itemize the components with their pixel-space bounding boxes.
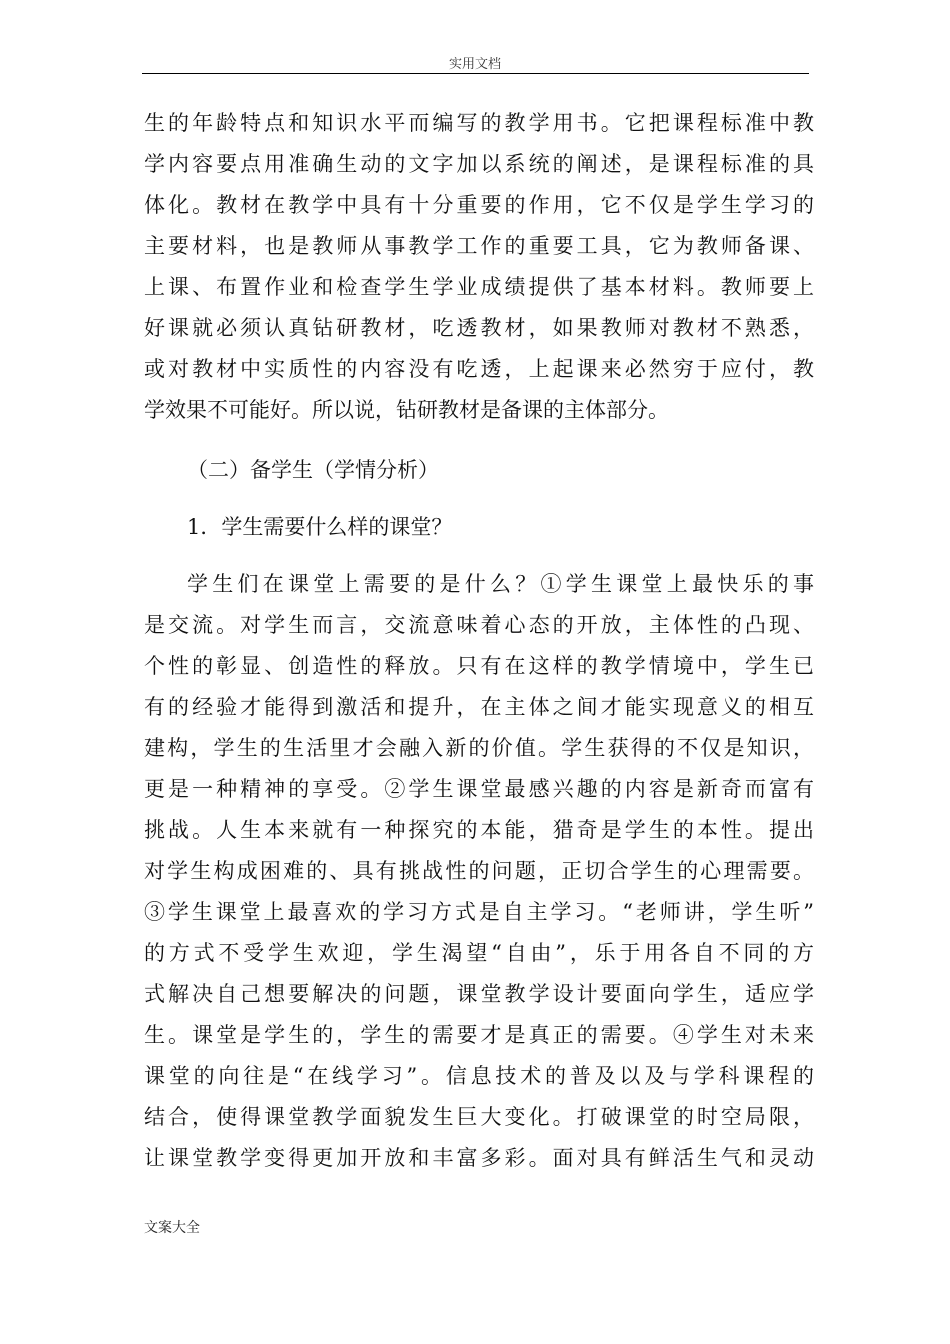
- paragraph-line: 是交流。对学生而言，交流意味着心态的开放，主体性的凸现、: [144, 613, 814, 637]
- paragraph-line: 主要材料，也是教师从事教学工作的重要工具，它为教师备课、: [144, 234, 814, 258]
- paragraph-line: 有的经验才能得到激活和提升，在主体之间才能实现意义的相互: [144, 695, 814, 719]
- paragraph-line: 学效果不可能好。所以说，钻研教材是备课的主体部分。: [144, 398, 669, 422]
- paragraph-line: 更是一种精神的享受。②学生课堂最感兴趣的内容是新奇而富有: [144, 777, 814, 801]
- paragraph-line: 式解决自己想要解决的问题，课堂教学设计要面向学生，适应学: [144, 982, 814, 1006]
- paragraph-line: 生。课堂是学生的，学生的需要才是真正的需要。④学生对未来: [144, 1023, 814, 1047]
- subsection-heading: 1．学生需要什么样的课堂？: [187, 515, 453, 539]
- paragraph-line: 挑战。人生本来就有一种探究的本能，猎奇是学生的本性。提出: [144, 818, 814, 842]
- paragraph-line: ③学生课堂上最喜欢的学习方式是自主学习。“老师讲，学生听”: [144, 900, 814, 924]
- paragraph-line: 课堂的向往是“在线学习”。信息技术的普及以及与学科课程的: [144, 1064, 814, 1088]
- paragraph-line: 生的年龄特点和知识水平而编写的教学用书。它把课程标准中教: [144, 111, 814, 135]
- paragraph-line: 的方式不受学生欢迎，学生渴望“自由”，乐于用各自不同的方: [144, 941, 814, 965]
- header-rule: [142, 73, 809, 74]
- paragraph-line: 个性的彰显、创造性的释放。只有在这样的教学情境中，学生已: [144, 654, 814, 678]
- paragraph-line: 体化。教材在教学中具有十分重要的作用，它不仅是学生学习的: [144, 193, 814, 217]
- paragraph-line: 让课堂教学变得更加开放和丰富多彩。面对具有鲜活生气和灵动: [144, 1146, 814, 1170]
- paragraph-line: 结合，使得课堂教学面貌发生巨大变化。打破课堂的时空局限，: [144, 1105, 814, 1129]
- footer-label: 文案大全: [144, 1220, 200, 1236]
- paragraph-line: 学生们在课堂上需要的是什么？①学生课堂上最快乐的事: [187, 572, 814, 596]
- paragraph-line: 好课就必须认真钻研教材，吃透教材，如果教师对教材不熟悉，: [144, 316, 814, 340]
- section-heading: （二）备学生（学情分析）: [187, 458, 439, 482]
- header-title: 实用文档: [448, 57, 501, 72]
- paragraph-line: 或对教材中实质性的内容没有吃透，上起课来必然穷于应付，教: [144, 357, 814, 381]
- paragraph-line: 上课、布置作业和检查学生学业成绩提供了基本材料。教师要上: [144, 275, 814, 299]
- paragraph-line: 对学生构成困难的、具有挑战性的问题，正切合学生的心理需要。: [144, 859, 814, 883]
- paragraph-line: 建构，学生的生活里才会融入新的价值。学生获得的不仅是知识，: [144, 736, 814, 760]
- paragraph-line: 学内容要点用准确生动的文字加以系统的阐述，是课程标准的具: [144, 152, 814, 176]
